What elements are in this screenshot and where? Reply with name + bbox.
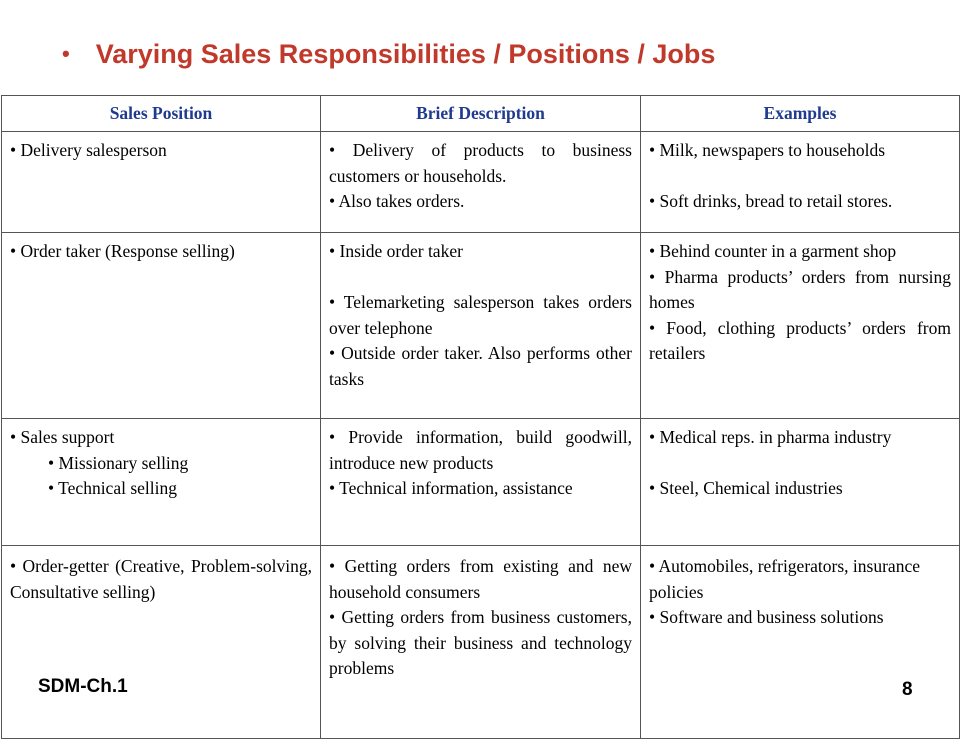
example-line: • Soft drinks, bread to retail stores.	[649, 191, 893, 211]
table-header-row	[2, 96, 960, 132]
cell-examples	[641, 419, 960, 546]
table-row	[2, 233, 960, 419]
cell-position	[2, 132, 321, 233]
description-line: • Inside order taker	[329, 241, 463, 261]
description-line: • Telemarketing salesperson takes orders over telephone	[329, 292, 632, 338]
table-row	[2, 546, 960, 739]
cell-examples	[641, 233, 960, 419]
description-line: • Outside order taker. Also performs other tasks	[329, 343, 632, 389]
page-number: 8	[902, 679, 913, 700]
position-subline: • Technical selling	[48, 478, 177, 498]
table-row	[2, 132, 960, 233]
title-bullet: •	[62, 41, 70, 66]
header-examples: Examples	[641, 96, 960, 132]
header-sales-position: Sales Position	[2, 96, 321, 132]
example-line: • Milk, newspapers to households	[649, 140, 886, 160]
cell-description	[321, 233, 641, 419]
example-line: • Automobiles, refrigerators, insurance policies	[649, 556, 920, 602]
sales-positions-table	[1, 95, 960, 739]
footer-chapter-label: SDM-Ch.1	[38, 676, 128, 697]
description-line: • Also takes orders.	[329, 191, 465, 211]
header-brief-description: Brief Description	[321, 96, 641, 132]
description-line: • Technical information, assistance	[329, 478, 573, 498]
example-line: • Behind counter in a garment shop	[649, 241, 897, 261]
cell-description	[321, 546, 641, 739]
position-line: • Sales support	[10, 427, 115, 447]
slide-title-row	[62, 34, 715, 74]
slide-title: Varying Sales Responsibilities / Positions / Jobs	[95, 38, 716, 69]
table-row	[2, 419, 960, 546]
cell-description	[321, 132, 641, 233]
cell-position	[2, 419, 321, 546]
cell-position	[2, 546, 321, 739]
position-line: • Order taker (Response selling)	[10, 241, 235, 261]
description-line: • Getting orders from existing and new household consumers	[329, 556, 632, 602]
example-line: • Steel, Chemical industries	[649, 478, 843, 498]
position-subline: • Missionary selling	[48, 452, 189, 473]
cell-description	[321, 419, 641, 546]
example-line: • Software and business solutions	[649, 607, 884, 627]
position-line: • Delivery salesperson	[10, 140, 167, 160]
example-line: • Food, clothing products’ orders from retailers	[649, 317, 951, 363]
description-line: • Provide information, build goodwill, introduce new products	[329, 427, 632, 473]
description-line: • Getting orders from business customers, by solving their business and technology problems	[329, 607, 632, 678]
cell-examples	[641, 132, 960, 233]
example-line: • Pharma products’ orders from nursing homes	[649, 266, 951, 312]
description-line: • Delivery of products to business customers or households.	[329, 140, 632, 186]
cell-examples	[641, 546, 960, 739]
example-line: • Medical reps. in pharma industry	[649, 427, 892, 447]
position-line: • Order-getter (Creative, Problem-solving, Consultative selling)	[10, 556, 312, 602]
cell-position	[2, 233, 321, 419]
